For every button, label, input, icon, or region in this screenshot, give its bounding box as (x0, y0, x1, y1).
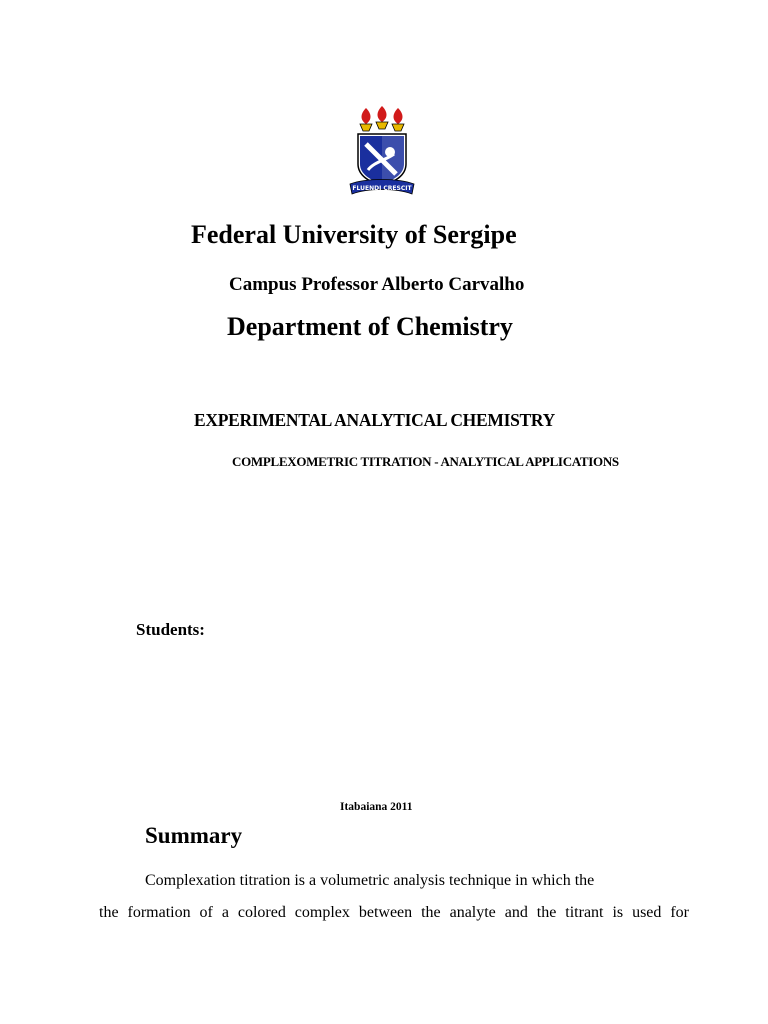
campus-name: Campus Professor Alberto Carvalho (229, 274, 525, 295)
course-title: EXPERIMENTAL ANALYTICAL CHEMISTRY (194, 410, 555, 430)
university-crest-logo (346, 104, 418, 200)
department-name: Department of Chemistry (227, 312, 513, 341)
svg-text:FLUENDI CRESCIT: FLUENDI CRESCIT (352, 185, 412, 192)
students-label: Students: (136, 620, 205, 639)
summary-heading: Summary (145, 823, 243, 848)
university-name: Federal University of Sergipe (191, 220, 517, 249)
report-subtitle: COMPLEXOMETRIC TITRATION - ANALYTICAL APPLICATIONS (232, 454, 619, 469)
summary-paragraph-line: the formation of a colored complex between the analyte and the titrant is used for (99, 904, 689, 921)
place-and-year: Itabaiana 2011 (340, 801, 413, 813)
flame-icon (362, 106, 403, 124)
summary-paragraph-line: Complexation titration is a volumetric analysis technique in which the (145, 872, 595, 889)
